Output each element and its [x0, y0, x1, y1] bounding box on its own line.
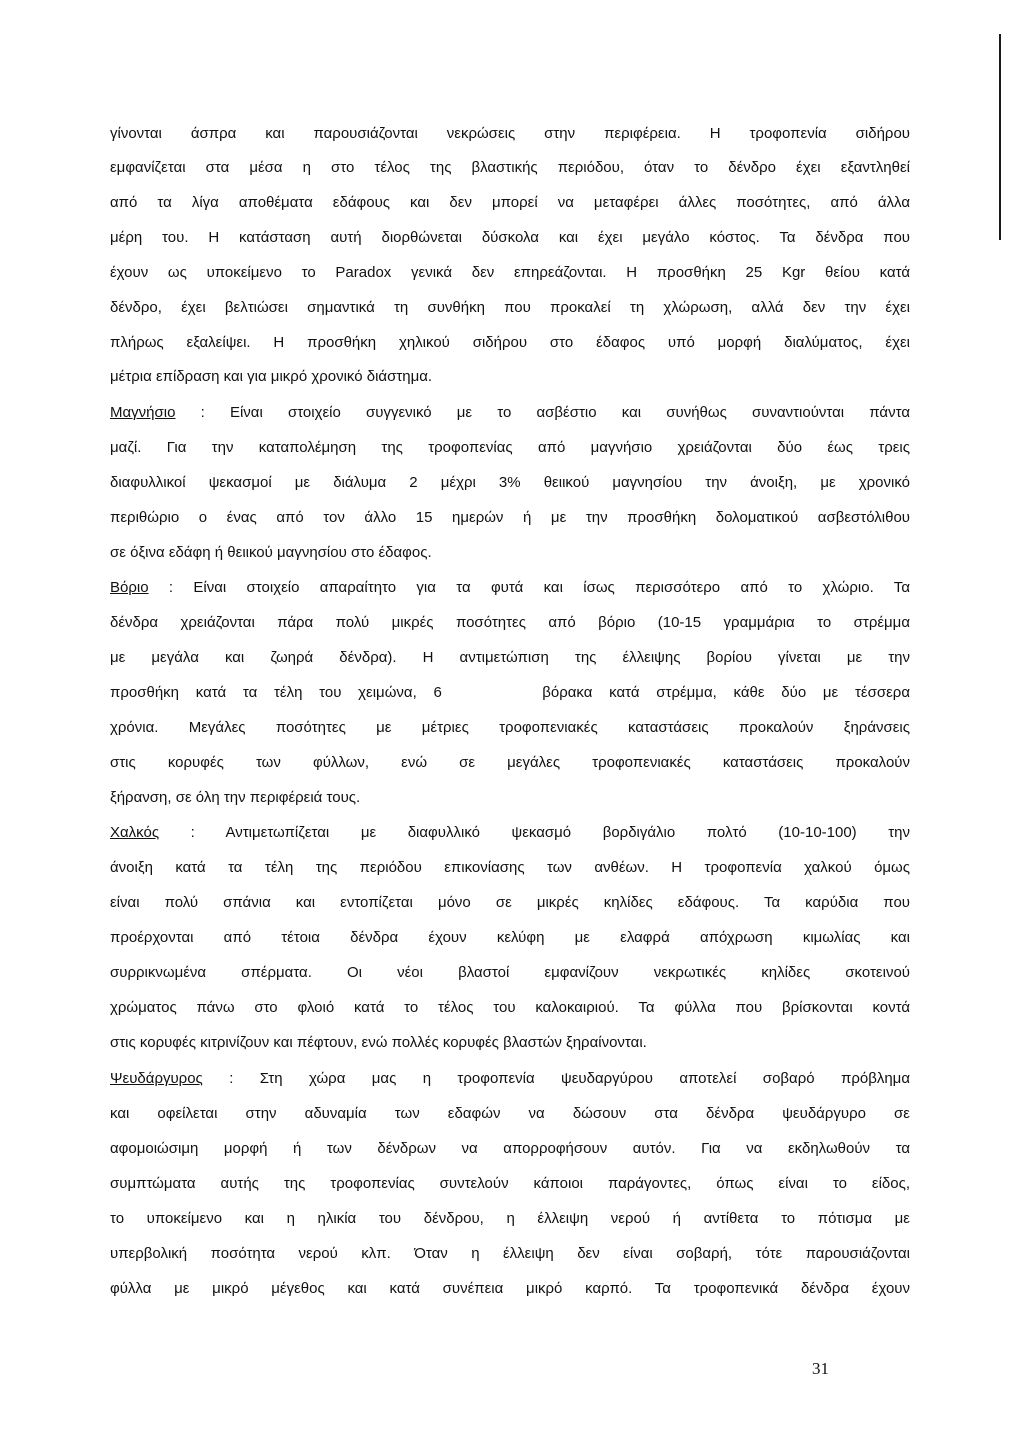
text-line-heading: [110, 403, 910, 423]
text-line: γίνονται άσπρα και παρουσιάζονται νεκρώσεις στην περιφέρεια. Η τροφοπενία σιδήρου: [110, 125, 910, 142]
text-line-rest: : Στη χώρα μας η τροφοπενία ψευδαργύρου αποτελεί σοβαρό πρόβλημα: [202, 1070, 910, 1087]
text-line-heading: [110, 578, 910, 598]
text-line: από τα λίγα αποθέματα εδάφους και δεν μπορεί να μεταφέρει άλλες ποσότητες, από άλλα: [110, 194, 910, 211]
text-line: έχουν ως υποκείμενο το Paradox γενικά δεν επηρεάζονται. Η προσθήκη 25 Kgr θείου κατά: [110, 264, 910, 281]
text-line: συρρικνωμένα σπέρματα. Οι νέοι βλαστοί εμφανίζουν νεκρωτικές κηλίδες σκοτεινού: [110, 964, 910, 981]
text-line: στις κορυφές κιτρινίζουν και πέφτουν, ενώ πολλές κορυφές βλαστών ξηραίνονται.: [110, 1034, 647, 1051]
text-line: περιθώριο ο ένας από τον άλλο 15 ημερών ή με την προσθήκη δολοματικού ασβεστόλιθου: [110, 509, 910, 526]
text-line-heading: [110, 1069, 910, 1089]
text-line: δένδρο, έχει βελτιώσει σημαντικά τη συνθήκη που προκαλεί τη χλώρωση, αλλά δεν την έχει: [110, 299, 910, 316]
section-term-copper: Χαλκός: [110, 824, 160, 841]
text-line: εμφανίζεται στα μέσα η στο τέλος της βλαστικής περιόδου, όταν το δένδρο έχει εξαντληθεί: [110, 159, 910, 176]
scan-edge-line: [999, 34, 1001, 240]
text-line: το υποκείμενο και η ηλικία του δένδρου, η έλλειψη νερού ή αντίθετα το πότισμα με: [110, 1210, 910, 1227]
section-term-magnesium: Μαγνήσιο: [110, 404, 176, 421]
text-line: στις κορυφές των φύλλων, ενώ σε μεγάλες τροφοπενιακές καταστάσεις προκαλούν: [110, 754, 910, 771]
text-line: σε όξινα εδάφη ή θειικού μαγνησίου στο έδαφος.: [110, 544, 432, 561]
text-line: προσθήκη κατά τα τέλη του χειμώνα, 6 βόρακα κατά στρέμμα, κάθε δύο με τέσσερα: [110, 684, 910, 701]
section-term-zinc: Ψευδάργυρος: [110, 1070, 203, 1087]
text-line-rest: : Είναι στοιχείο συγγενικό με το ασβέστιο και συνήθως συναντιούνται πάντα: [175, 404, 910, 421]
text-line: υπερβολική ποσότητα νερού κλπ. Όταν η έλλειψη δεν είναι σοβαρή, τότε παρουσιάζονται: [110, 1245, 910, 1262]
text-line: δένδρα χρειάζονται πάρα πολύ μικρές ποσότητες από βόριο (10-15 γραμμάρια το στρέμμα: [110, 614, 910, 631]
text-line: διαφυλλικοί ψεκασμοί με διάλυμα 2 μέχρι 3% θειικού μαγνησίου την άνοιξη, με χρονικό: [110, 474, 910, 491]
text-line: μέρη του. Η κατάσταση αυτή διορθώνεται δύσκολα και έχει μεγάλο κόστος. Τα δένδρα που: [110, 229, 910, 246]
text-line: συμπτώματα αυτής της τροφοπενίας συντελούν κάποιοι παράγοντες, όπως είναι το είδος,: [110, 1175, 910, 1192]
text-line: αφομοιώσιμη μορφή ή των δένδρων να απορροφήσουν αυτόν. Για να εκδηλωθούν τα: [110, 1140, 910, 1157]
text-line: φύλλα με μικρό μέγεθος και κατά συνέπεια μικρό καρπό. Τα τροφοπενικά δένδρα έχουν: [110, 1280, 910, 1297]
text-line: χρόνια. Μεγάλες ποσότητες με μέτριες τροφοπενιακές καταστάσεις προκαλούν ξηράνσεις: [110, 719, 910, 736]
text-line: άνοιξη κατά τα τέλη της περιόδου επικονίασης των ανθέων. Η τροφοπενία χαλκού όμως: [110, 859, 910, 876]
text-line: χρώματος πάνω στο φλοιό κατά το τέλος του καλοκαιριού. Τα φύλλα που βρίσκονται κοντά: [110, 999, 910, 1016]
text-line: και οφείλεται στην αδυναμία των εδαφών να δώσουν στα δένδρα ψευδάργυρο σε: [110, 1105, 910, 1122]
text-line: μαζί. Για την καταπολέμηση της τροφοπενίας από μαγνήσιο χρειάζονται δύο έως τρεις: [110, 439, 910, 456]
page-number: 31: [812, 1359, 829, 1378]
text-line: ξήρανση, σε όλη την περιφέρειά τους.: [110, 789, 361, 806]
text-line: είναι πολύ σπάνια και εντοπίζεται μόνο σε μικρές κηλίδες εδάφους. Τα καρύδια που: [110, 894, 910, 911]
text-line: με μεγάλα και ζωηρά δένδρα). Η αντιμετώπιση της έλλειψης βορίου γίνεται με την: [110, 649, 910, 666]
text-line: πλήρως εξαλείψει. Η προσθήκη χηλικού σιδήρου στο έδαφος υπό μορφή διαλύματος, έχει: [110, 334, 910, 351]
text-line: μέτρια επίδραση και για μικρό χρονικό διάστημα.: [110, 368, 433, 385]
text-line: προέρχονται από τέτοια δένδρα έχουν κελύφη με ελαφρά απόχρωση κιμωλίας και: [110, 929, 910, 946]
section-term-boron: Βόριο: [110, 579, 149, 596]
text-line-rest: : Είναι στοιχείο απαραίτητο για τα φυτά και ίσως περισσότερο από το χλώριο. Τα: [148, 579, 910, 596]
text-line-heading: [110, 823, 910, 843]
text-line-rest: : Αντιμετωπίζεται με διαφυλλικό ψεκασμό βορδιγάλιο πολτό (10-10-100) την: [159, 824, 910, 841]
